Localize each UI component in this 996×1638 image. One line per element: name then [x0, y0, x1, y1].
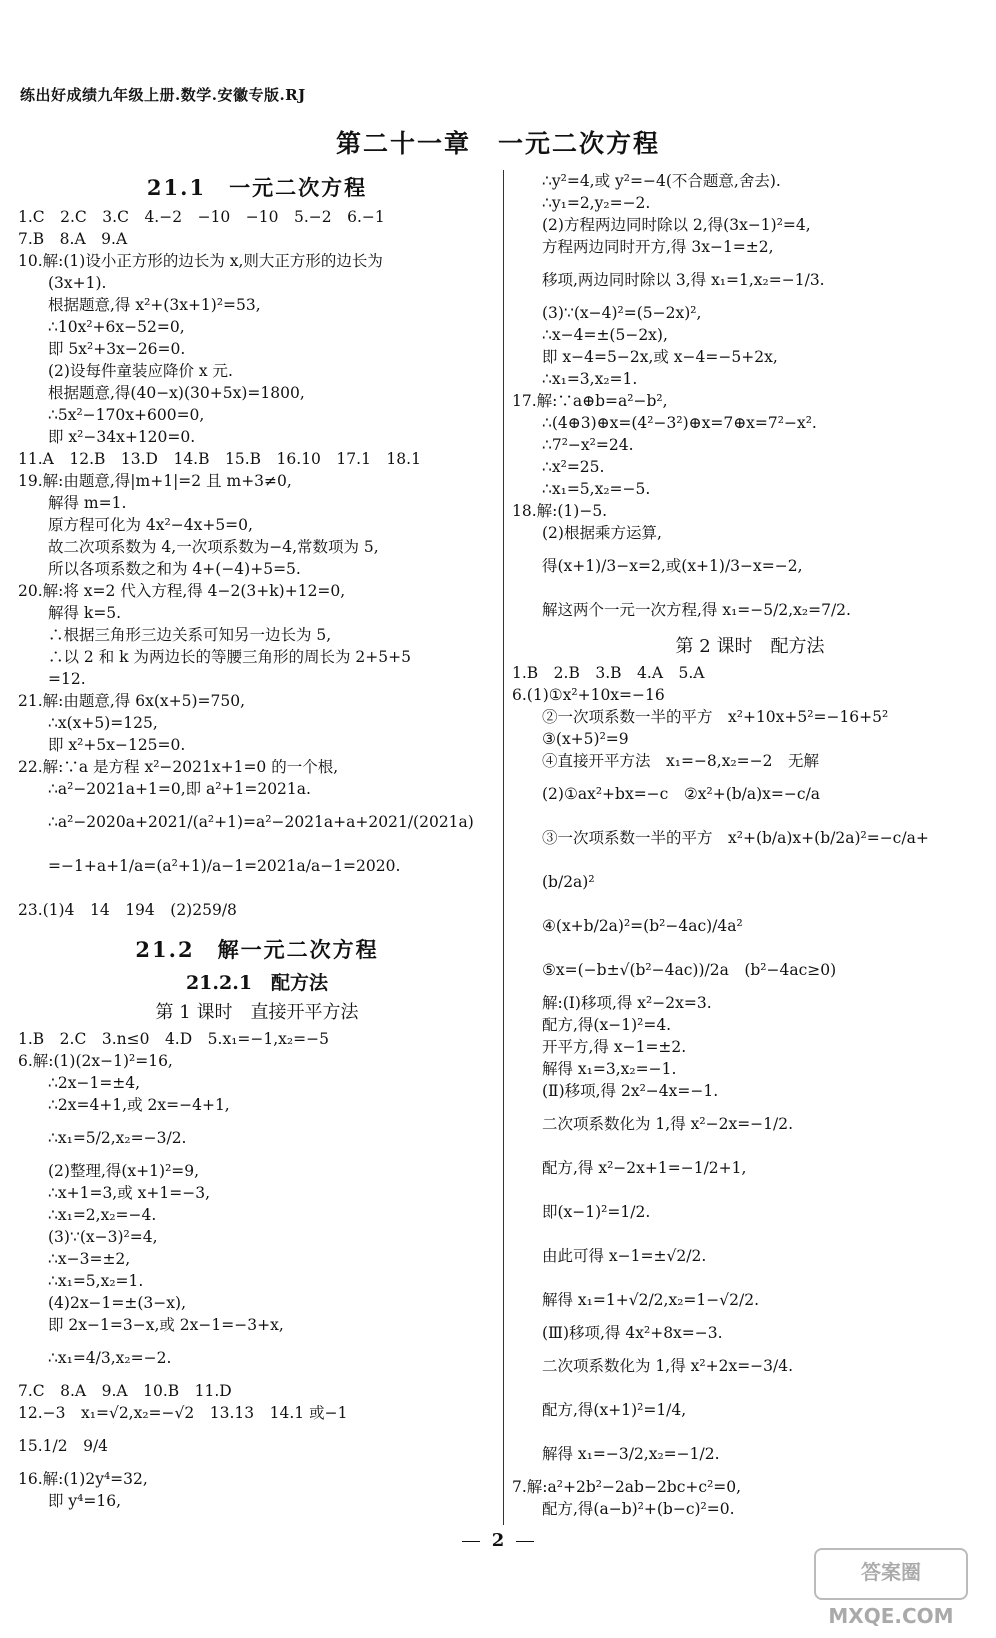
answer-line: 7.解:a²+2b²−2ab−2bc+c²=0, — [512, 1478, 742, 1496]
answer-line: 1.B 2.B 3.B 4.A 5.A — [512, 664, 705, 682]
section-heading: 第 2 课时 配方法 — [675, 636, 825, 657]
answer-line: ∴5x²−170x+600=0, — [48, 406, 205, 424]
answer-line: ∴x₁=5/2,x₂=−3/2. — [48, 1129, 187, 1147]
answer-line: 所以各项系数之和为 4+(−4)+5=5. — [48, 560, 301, 578]
answer-line: (3x+1). — [48, 274, 107, 292]
answer-line: ③一次项系数一半的平方 x²+(b/a)x+(b/2a)²=−c/a+ — [542, 829, 929, 847]
answer-line: 配方,得(x−1)²=4. — [542, 1016, 672, 1034]
answer-line: 即(x−1)²=1/2. — [542, 1203, 651, 1221]
left-column — [18, 170, 496, 1512]
answer-line: 即 y⁴=16, — [48, 1492, 122, 1510]
answer-line: (Ⅱ)移项,得 2x²−4x=−1. — [542, 1082, 719, 1100]
answer-line: ∴2x=4+1,或 2x=−4+1, — [48, 1096, 230, 1114]
section-heading: 21.2.1 配方法 — [185, 972, 329, 994]
answer-line: 即 x−4=5−2x,或 x−4=−5+2x, — [542, 348, 778, 366]
answer-line: 19.解:由题意,得|m+1|=2 且 m+3≠0, — [18, 472, 292, 490]
answer-line: ∴x₁=3,x₂=1. — [542, 370, 638, 388]
answer-line: ∴根据三角形三边关系可知另一边长为 5, — [48, 626, 332, 644]
answer-line: 7.B 8.A 9.A — [18, 230, 128, 248]
answer-line: ∴7²−x²=24. — [542, 436, 634, 454]
answer-line: ∴a²−2020a+2021/(a²+1)=a²−2021a+a+2021/(2021a) — [48, 813, 474, 831]
answer-line: 解:(Ⅰ)移项,得 x²−2x=3. — [542, 994, 712, 1012]
answer-line: (Ⅲ)移项,得 4x²+8x=−3. — [542, 1324, 723, 1342]
answer-line: ∴x₁=4/3,x₂=−2. — [48, 1349, 172, 1367]
section-heading: 21.2 解一元二次方程 — [135, 937, 379, 962]
page-number-text: 2 — [491, 1530, 505, 1551]
answer-line: 即 x²−34x+120=0. — [48, 428, 196, 446]
answer-line: 20.解:将 x=2 代入方程,得 4−2(3+k)+12=0, — [18, 582, 346, 600]
answer-line: 根据题意,得(40−x)(30+5x)=1800, — [48, 384, 305, 402]
watermark-logo: 答案圈 MXQE.COM — [814, 1548, 968, 1600]
answer-line: 即 x²+5x−125=0. — [48, 736, 186, 754]
answer-line: 开平方,得 x−1=±2. — [542, 1038, 687, 1056]
answer-line: ∴x²=25. — [542, 458, 605, 476]
answer-line: 15.1/2 9/4 — [18, 1437, 109, 1455]
answer-line: 12.−3 x₁=√2,x₂=−√2 13.13 14.1 或−1 — [18, 1404, 348, 1422]
answer-line: (4)2x−1=±(3−x), — [48, 1294, 186, 1312]
answer-line: ∴x₁=5,x₂=1. — [48, 1272, 144, 1290]
answer-line: 配方,得(x+1)²=1/4, — [542, 1401, 687, 1419]
answer-line: 二次项系数化为 1,得 x²+2x=−3/4. — [542, 1357, 794, 1375]
answer-line: 解得 x₁=−3/2,x₂=−1/2. — [542, 1445, 720, 1463]
answer-line: (b/2a)² — [542, 873, 595, 891]
answer-line: ∴x−3=±2, — [48, 1250, 131, 1268]
answer-line: (2)设每件童装应降价 x 元. — [48, 362, 233, 380]
answer-line: 解得 x₁=3,x₂=−1. — [542, 1060, 677, 1078]
answer-line: (2)①ax²+bx=−c ②x²+(b/a)x=−c/a — [542, 785, 821, 803]
answer-line: ②一次项系数一半的平方 x²+10x+5²=−16+5² — [542, 708, 889, 726]
answer-line: 1.C 2.C 3.C 4.−2 −10 −10 5.−2 6.−1 — [18, 208, 385, 226]
answer-line: 配方,得(a−b)²+(b−c)²=0. — [542, 1500, 735, 1518]
answer-line: 10.解:(1)设小正方形的边长为 x,则大正方形的边长为 — [18, 252, 383, 270]
answer-line: 即 5x²+3x−26=0. — [48, 340, 186, 358]
answer-line: 22.解:∵a 是方程 x²−2021x+1=0 的一个根, — [18, 758, 339, 776]
answer-line: 解这两个一元一次方程,得 x₁=−5/2,x₂=7/2. — [542, 601, 851, 619]
chapter-title: 第二十一章 一元二次方程 — [335, 129, 660, 158]
answer-line: 18.解:(1)−5. — [512, 502, 608, 520]
answer-line: 故二次项系数为 4,一次项系数为−4,常数项为 5, — [48, 538, 379, 556]
answer-line: 移项,两边同时除以 3,得 x₁=1,x₂=−1/3. — [542, 271, 825, 289]
answer-line: ∴x₁=2,x₂=−4. — [48, 1206, 157, 1224]
answer-line: (3)∵(x−3)²=4, — [48, 1228, 158, 1246]
answer-line: 6.(1)①x²+10x=−16 — [512, 686, 665, 704]
answer-line: (2)方程两边同时除以 2,得(3x−1)²=4, — [542, 216, 811, 234]
section-heading: 21.1 一元二次方程 — [146, 175, 368, 200]
answer-line: ∴x(x+5)=125, — [48, 714, 158, 732]
answer-line: 得(x+1)/3−x=2,或(x+1)/3−x=−2, — [542, 557, 803, 575]
answer-line: 7.C 8.A 9.A 10.B 11.D — [18, 1382, 232, 1400]
answer-line: (3)∵(x−4)²=(5−2x)², — [542, 304, 702, 322]
answer-line: ③(x+5)²=9 — [542, 730, 629, 748]
answer-line: ∴x₁=5,x₂=−5. — [542, 480, 651, 498]
answer-line: =−1+a+1/a=(a²+1)/a−1=2021a/a−1=2020. — [48, 857, 401, 875]
answer-line: ∴10x²+6x−52=0, — [48, 318, 185, 336]
answer-line: (2)根据乘方运算, — [542, 524, 662, 542]
answer-line: ⑤x=(−b±√(b²−4ac))/2a (b²−4ac≥0) — [542, 961, 837, 979]
answer-line: ∴(4⊕3)⊕x=(4²−3²)⊕x=7⊕x=7²−x². — [542, 414, 817, 432]
answer-line: 根据题意,得 x²+(3x+1)²=53, — [48, 296, 261, 314]
book-header: 练出好成绩九年级上册.数学.安徽专版.RJ — [20, 86, 306, 104]
answer-line: (2)整理,得(x+1)²=9, — [48, 1162, 200, 1180]
answer-line: 由此可得 x−1=±√2/2. — [542, 1247, 707, 1265]
answer-line: 17.解:∵a⊕b=a²−b², — [512, 392, 668, 410]
answer-line: 6.解:(1)(2x−1)²=16, — [18, 1052, 173, 1070]
section-heading: 第 1 课时 直接开平方法 — [155, 1002, 359, 1023]
answer-line: 解得 x₁=1+√2/2,x₂=1−√2/2. — [542, 1291, 760, 1309]
answer-line: 23.(1)4 14 194 (2)259/8 — [18, 901, 237, 919]
answer-line: ∴x+1=3,或 x+1=−3, — [48, 1184, 211, 1202]
answer-line: 二次项系数化为 1,得 x²−2x=−1/2. — [542, 1115, 794, 1133]
answer-line: 11.A 12.B 13.D 14.B 15.B 16.10 17.1 18.1 — [18, 450, 421, 468]
answer-line: ∴a²−2021a+1=0,即 a²+1=2021a. — [48, 780, 311, 798]
answer-line: ∴以 2 和 k 为两边长的等腰三角形的周长为 2+5+5 — [48, 648, 411, 666]
answer-line: 16.解:(1)2y⁴=32, — [18, 1470, 148, 1488]
answer-line: 配方,得 x²−2x+1=−1/2+1, — [542, 1159, 747, 1177]
answer-line: ∴y₁=2,y₂=−2. — [542, 194, 651, 212]
answer-line: 解得 k=5. — [48, 604, 122, 622]
answer-line: 21.解:由题意,得 6x(x+5)=750, — [18, 692, 246, 710]
answer-line: ④(x+b/2a)²=(b²−4ac)/4a² — [542, 917, 743, 935]
answer-line: ④直接开平方法 x₁=−8,x₂=−2 无解 — [542, 752, 820, 770]
answer-line: 即 2x−1=3−x,或 2x−1=−3+x, — [48, 1316, 284, 1334]
answer-line: ∴x−4=±(5−2x), — [542, 326, 668, 344]
answer-line: 原方程可化为 4x²−4x+5=0, — [48, 516, 253, 534]
right-column — [512, 170, 988, 1520]
answer-line: ∴y²=4,或 y²=−4(不合题意,舍去). — [542, 172, 781, 190]
answer-line: ∴2x−1=±4, — [48, 1074, 141, 1092]
answer-line: 方程两边同时开方,得 3x−1=±2, — [542, 238, 774, 256]
column-divider — [503, 170, 504, 1525]
answer-line: 1.B 2.C 3.n≤0 4.D 5.x₁=−1,x₂=−5 — [18, 1030, 329, 1048]
answer-line: =12. — [48, 670, 86, 688]
answer-line: 解得 m=1. — [48, 494, 127, 512]
